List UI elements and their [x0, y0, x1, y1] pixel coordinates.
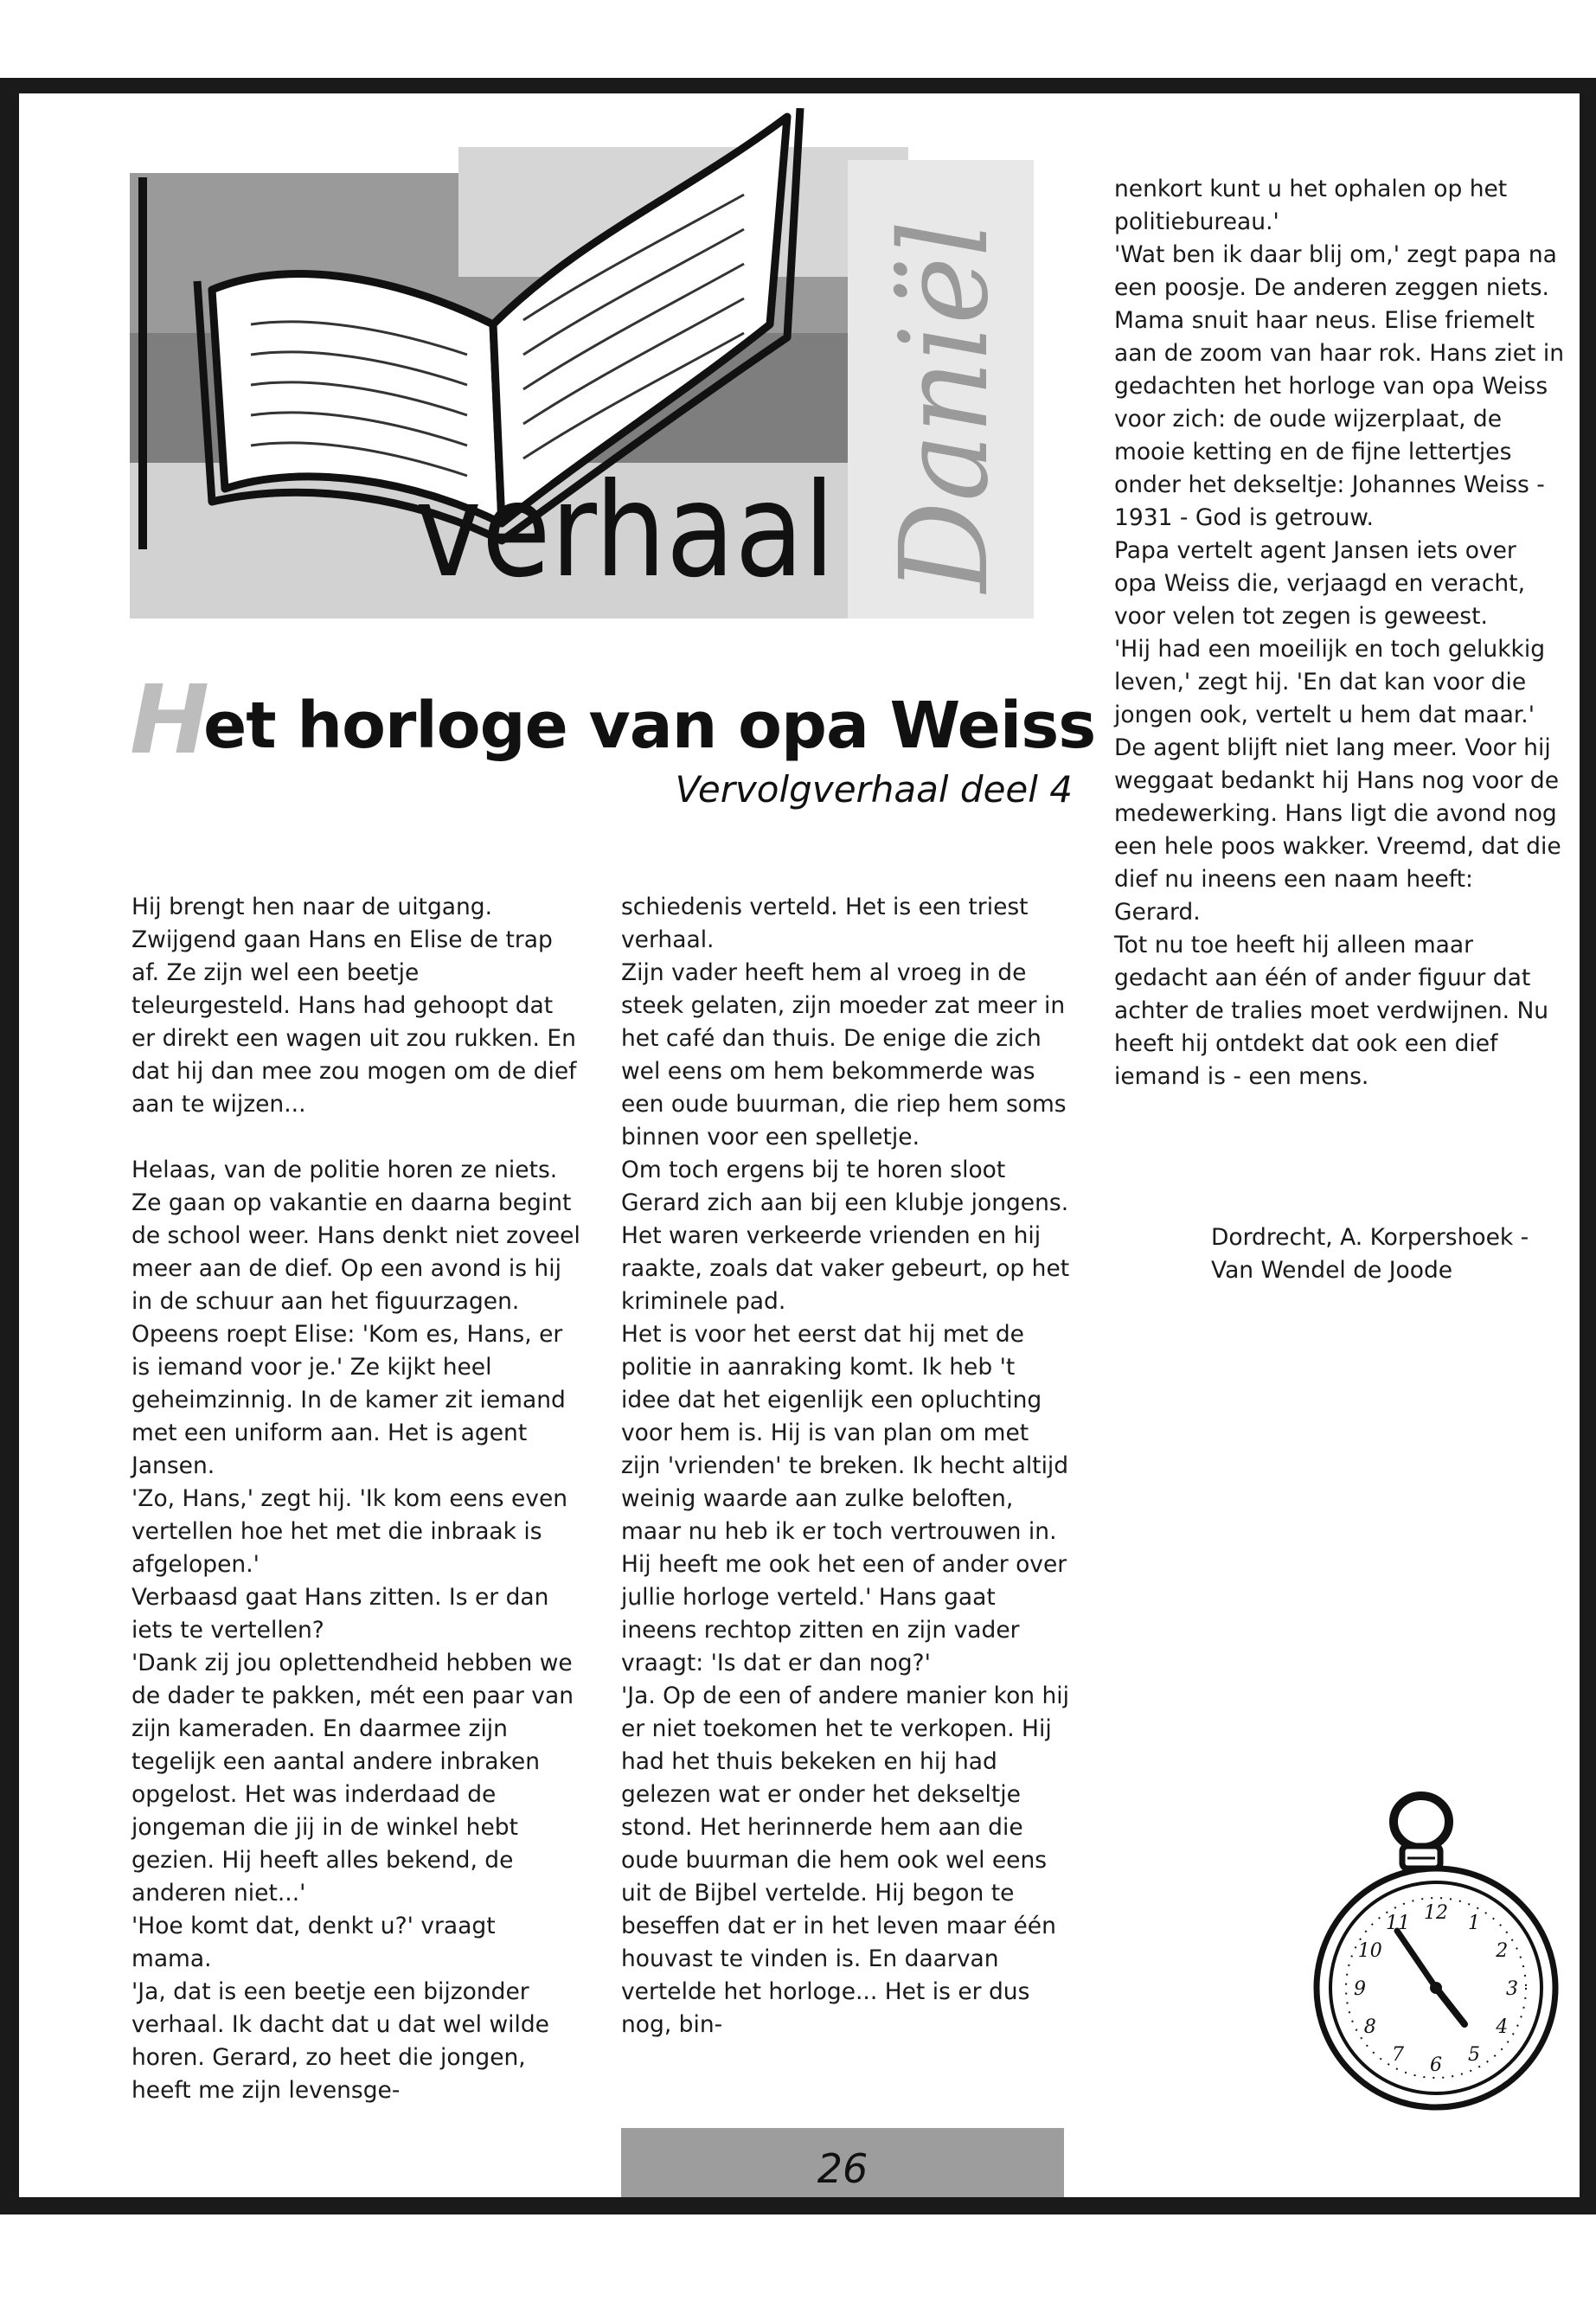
- paragraph: Tot nu toe heeft hij alleen maar gedacht aan één of ander figuur dat achter de tralies moet verdwijnen. Nu heeft hij ontdekt dat ook een dief iemand is - een mens.: [1114, 932, 1549, 1090]
- title-initial: H: [130, 664, 209, 775]
- dial-number: 10: [1357, 1940, 1382, 1962]
- scan-margin-bottom: [0, 2214, 1596, 2301]
- dial-number: 9: [1354, 1978, 1366, 2000]
- paragraph: 'Ja, dat is een beetje een bijzonder verhaal. Ik dacht dat u dat wel wilde horen. Gerard, zo heet die jongen, heeft me zijn levensge-: [131, 1978, 549, 2104]
- section-label: verhaal: [415, 456, 835, 606]
- text-column-1: [131, 891, 581, 2107]
- dial-number: 8: [1363, 2016, 1376, 2038]
- paragraph: Hij brengt hen naar de uitgang. Zwijgend gaan Hans en Elise de trap af. Ze zijn wel een beetje teleurgesteld. Hans had gehoopt dat er direkt een wagen uit zou rukken. En dat hij dan mee zou mogen om de dief aan te wijzen...: [131, 894, 577, 1118]
- dial-number: 1: [1468, 1912, 1480, 1934]
- dial-number: 7: [1392, 2044, 1404, 2067]
- dial-number: 3: [1506, 1978, 1518, 2000]
- scan-border-top: [0, 78, 1596, 93]
- paragraph: 'Hij had een moeilijk en toch gelukkig leven,' zegt hij. 'En dat kan voor die jongen ook, vertelt u hem dat maar.': [1114, 636, 1546, 728]
- article-title: [130, 664, 1096, 775]
- scan-border-bottom: [0, 2197, 1596, 2214]
- paragraph: Zijn vader heeft hem al vroeg in de steek gelaten, zijn moeder zat meer in het café dan thuis. De enige die zich wel eens om hem bekommerde was een oude buurman, die riep hem soms binnen voor een spelletje.: [621, 959, 1067, 1150]
- paragraph: 'Zo, Hans,' zegt hij. 'Ik kom eens even vertellen hoe het met die inbraak is afgelopen.': [131, 1485, 568, 1578]
- pocket-watch-icon: [1311, 1789, 1561, 2111]
- paragraph: Het is voor het eerst dat hij met de politie in aanraking komt. Ik heb 't idee dat het eigenlijk een opluchting voor hem is. Hij is van plan om met zijn 'vrienden' te breken. Ik hecht altijd weinig waarde aan zulke beloften, maar nu heb ik er toch vertrouwen in. Hij heeft me ook het een of ander over jullie horloge verteld.' Hans gaat ineens rechtop zitten en zijn vader vraagt: 'Is dat er dan nog?': [621, 1321, 1069, 1676]
- paragraph: nenkort kunt u het ophalen op het politiebureau.': [1114, 176, 1508, 235]
- paragraph: Helaas, van de politie horen ze niets. Ze gaan op vakantie en daarna begint de school weer. Hans denkt niet zoveel meer aan de dief. Op een avond is hij in de schuur aan het figuurzagen. Opeens roept Elise: 'Kom es, Hans, er is iemand voor je.' Ze kijkt heel geheimzinnig. In de kamer zit iemand met een uniform aan. Het is agent Jansen.: [131, 1157, 580, 1479]
- title-text: et horloge van opa Weiss: [203, 689, 1096, 763]
- paragraph: Om toch ergens bij te horen sloot Gerard zich aan bij een klubje jongens. Het waren verkeerde vrienden en hij raakte, zoals dat vaker gebeurt, op het kriminele pad.: [621, 1157, 1070, 1315]
- dial-number: 4: [1496, 2016, 1509, 2038]
- text-column-3: [1114, 173, 1564, 1093]
- paragraph: 'Wat ben ik daar blij om,' zegt papa na een poosje. De anderen zeggen niets. Mama snuit haar neus. Elise friemelt aan de zoom van haar rok. Hans ziet in gedachten het horloge van opa Weiss voor zich: de oude wijzerplaat, de mooie ketting en de fijne lettertjes onder het dekseltje: Johannes Weiss - 1931 - God is getrouw.: [1114, 241, 1565, 531]
- text-column-2: [621, 891, 1071, 2041]
- paragraph: 'Ja. Op de een of andere manier kon hij er niet toekomen het te verkopen. Hij had het thuis bekeken en hij had gelezen wat er onder het dekseltje stond. Het herinnerde hem aan die oude buurman die hem ook wel eens uit de Bijbel vertelde. Hij begon te beseffen dat er in het leven maar één houvast te vinden is. En daarvan vertelde het horloge... Het is er dus nog, bin-: [621, 1682, 1070, 2038]
- scan-border-left: [0, 78, 19, 2214]
- paragraph: Verbaasd gaat Hans zitten. Is er dan iets te vertellen?: [131, 1584, 549, 1644]
- signature-line: Dordrecht, A. Korpershoek -: [1211, 1224, 1529, 1251]
- dial-number: 12: [1424, 1902, 1448, 1924]
- paragraph: Papa vertelt agent Jansen iets over opa Weiss die, verjaagd en veracht, voor velen tot zegen is geweest.: [1114, 537, 1525, 630]
- column-name: Daniël: [875, 195, 1016, 593]
- dial-number: 5: [1468, 2044, 1480, 2067]
- paragraph: schiedenis verteld. Het is een triest verhaal.: [621, 894, 1029, 953]
- dial-number: 11: [1386, 1912, 1410, 1934]
- author-signature: [1211, 1221, 1574, 1287]
- signature-line: Van Wendel de Joode: [1211, 1257, 1453, 1284]
- scan-border-right: [1580, 78, 1596, 2214]
- page-number-box: [621, 2128, 1064, 2197]
- paragraph: 'Hoe komt dat, denkt u?' vraagt mama.: [131, 1913, 496, 1972]
- page-number: 26: [817, 2145, 869, 2192]
- header-illustration: [130, 108, 1034, 619]
- article-subtitle: Vervolgverhaal deel 4: [675, 768, 1073, 811]
- dial-number: 2: [1496, 1940, 1509, 1962]
- paragraph: De agent blijft niet lang meer. Voor hij weggaat bedankt hij Hans nog voor de medewerking. Hans ligt die avond nog een hele poos wakker. Vreemd, dat die dief nu ineens een naam heeft: Gerard.: [1114, 734, 1561, 926]
- dial-number: 6: [1430, 2054, 1442, 2076]
- paragraph: 'Dank zij jou oplettendheid hebben we de dader te pakken, mét een paar van zijn kameraden. En daarmee zijn tegelijk een aantal andere inbraken opgelost. Het was inderdaad de jongeman die jij in de winkel hebt gezien. Hij heeft alles bekend, de anderen niet...': [131, 1650, 574, 1907]
